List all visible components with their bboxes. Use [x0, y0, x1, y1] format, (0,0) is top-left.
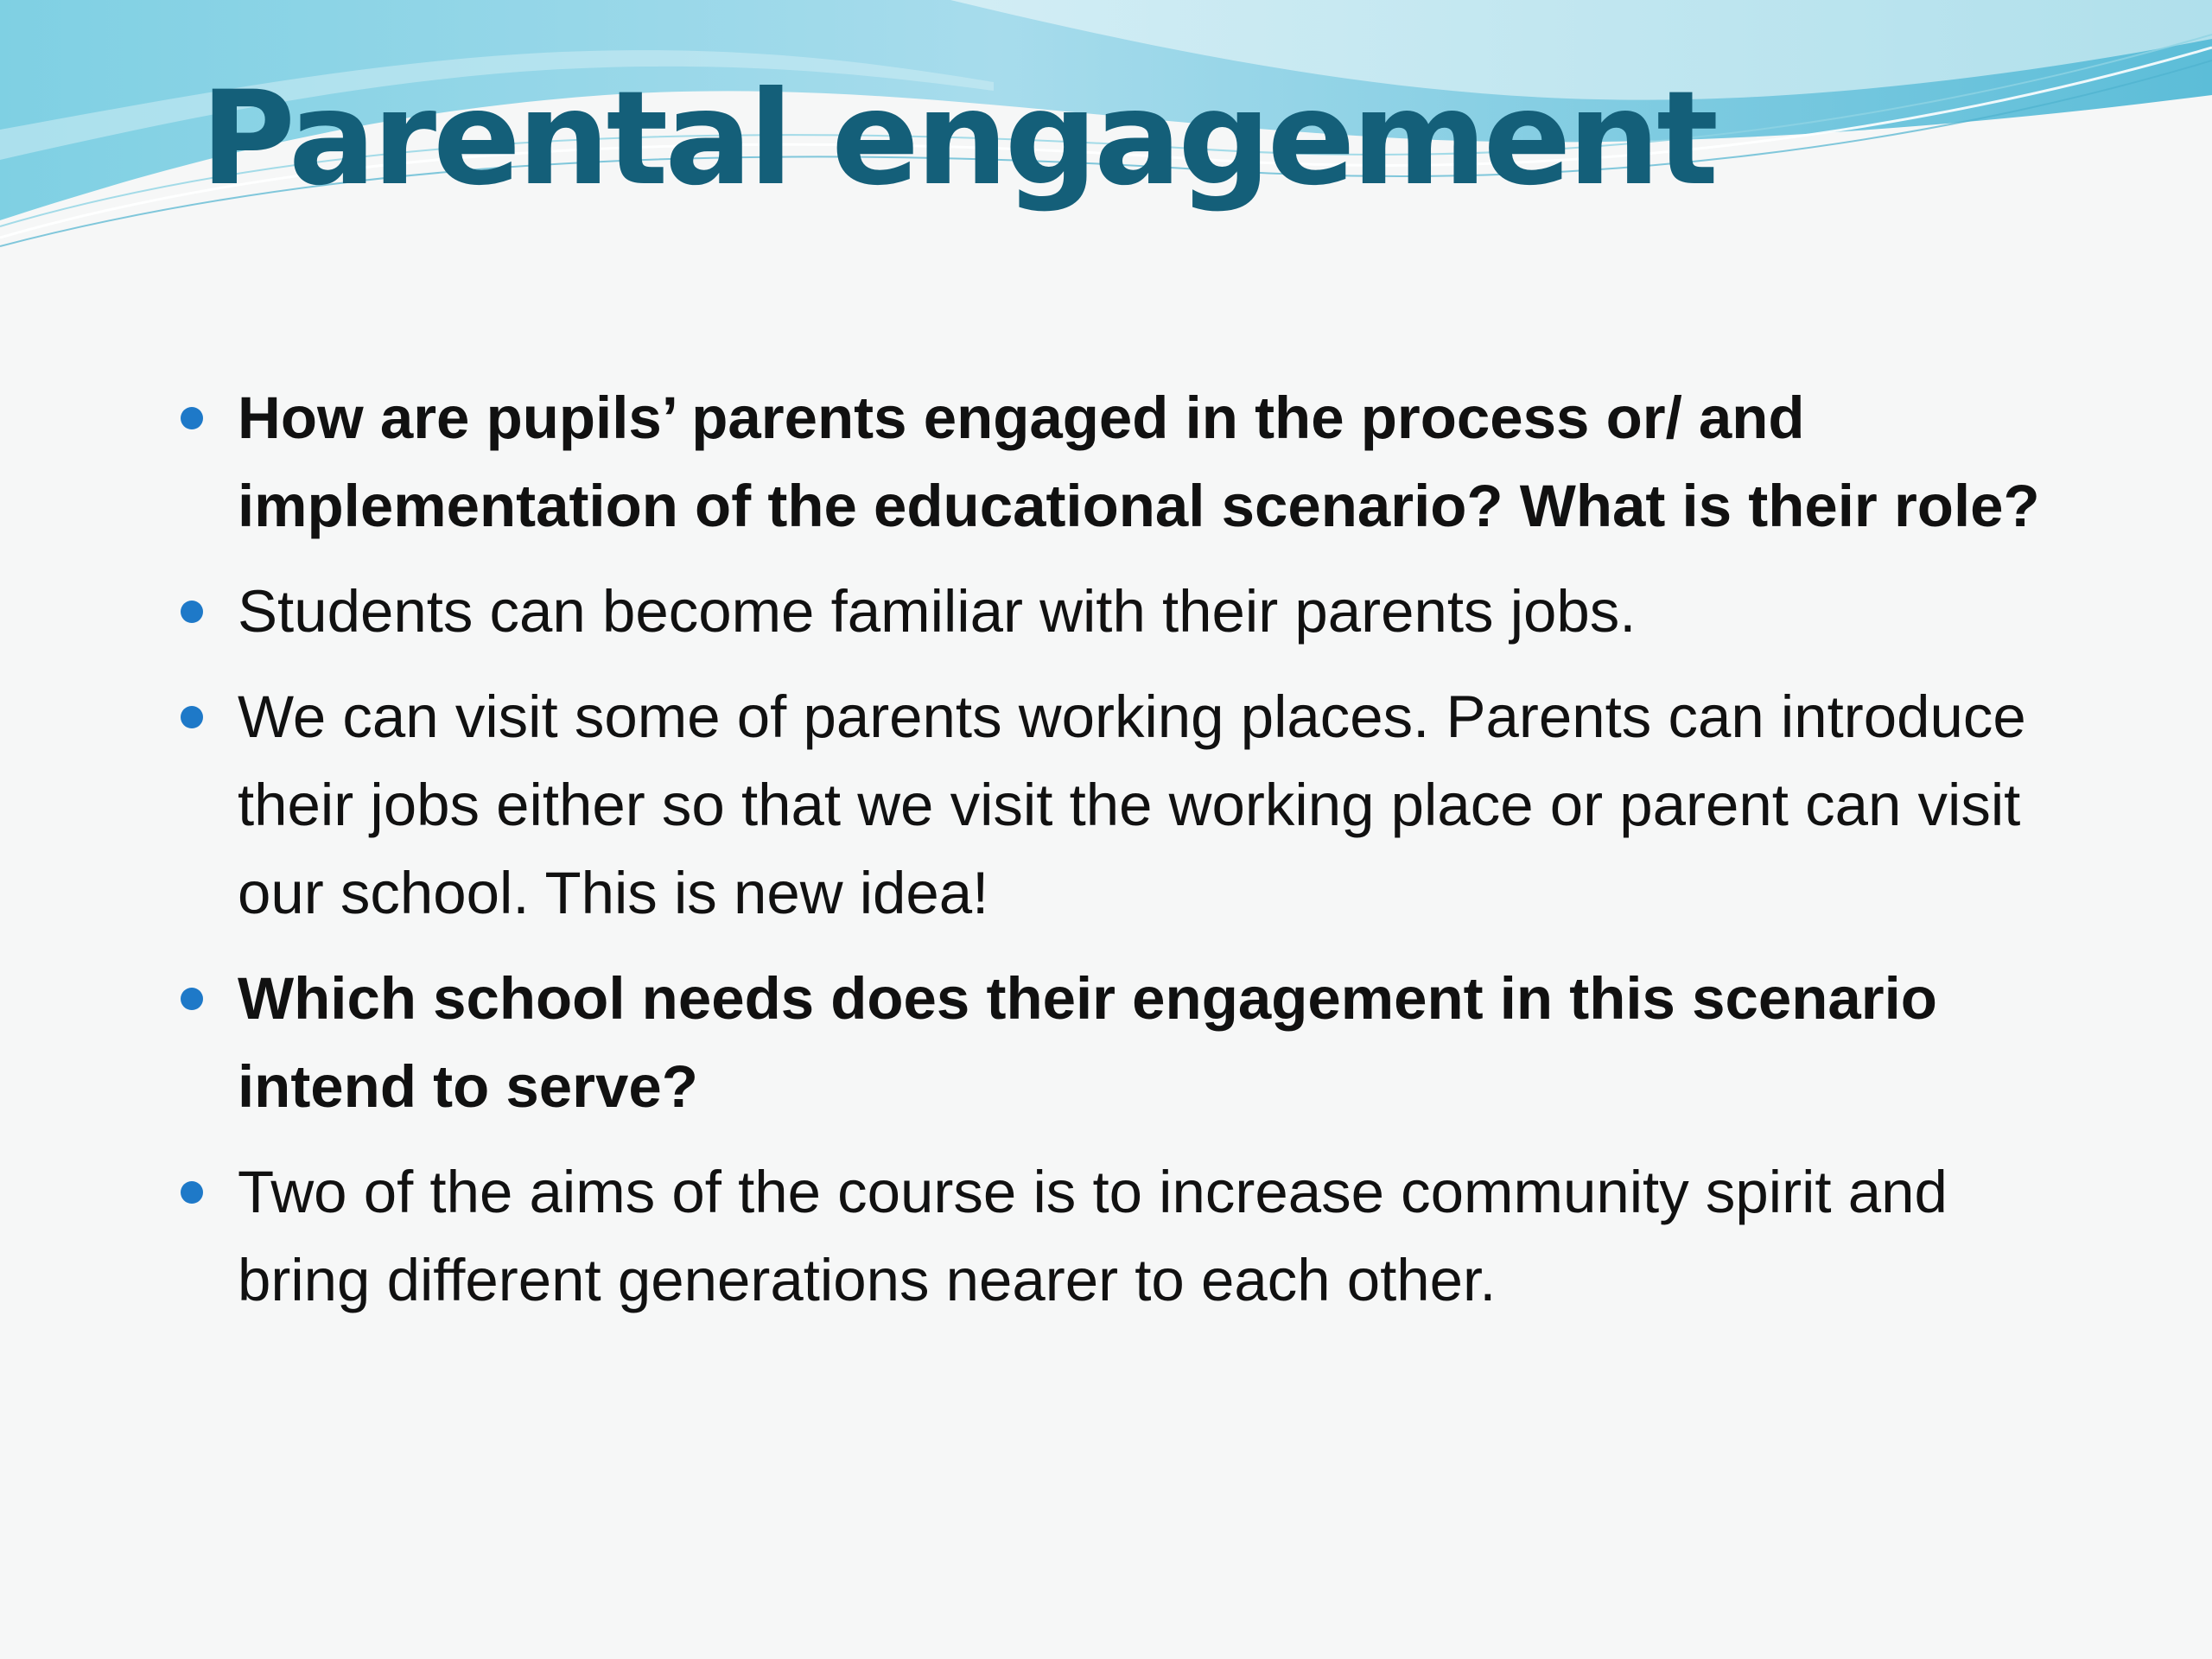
slide-title: Parental engagement: [200, 64, 1715, 214]
bullet-text: Which school needs does their engagement in this scenario intend to serve?: [238, 965, 1937, 1120]
bullet-question-parent-role: [238, 374, 2087, 550]
bullet-text: We can visit some of parents working places. Parents can introduce their jobs either so that we visit the working place or parent can visit our school. This is new idea!: [238, 683, 2026, 926]
bullet-text: Students can become familiar with their parents jobs.: [238, 578, 1637, 645]
bullet-dot-icon: [181, 1181, 203, 1204]
bullet-text: How are pupils’ parents engaged in the process or/ and implementation of the educational scenario? What is their role?: [238, 385, 2040, 539]
bullet-list: [238, 374, 2087, 1342]
bullet-dot-icon: [181, 407, 203, 429]
bullet-question-school-needs: [238, 955, 2087, 1131]
bullet-course-aims: [238, 1148, 2087, 1325]
bullet-visit-workplaces: [238, 673, 2087, 938]
bullet-dot-icon: [181, 706, 203, 728]
bullet-dot-icon: [181, 988, 203, 1010]
bullet-familiar-jobs: [238, 568, 2087, 656]
bullet-text: Two of the aims of the course is to increase community spirit and bring different generations nearer to each other.: [238, 1159, 1948, 1313]
bullet-dot-icon: [181, 601, 203, 623]
